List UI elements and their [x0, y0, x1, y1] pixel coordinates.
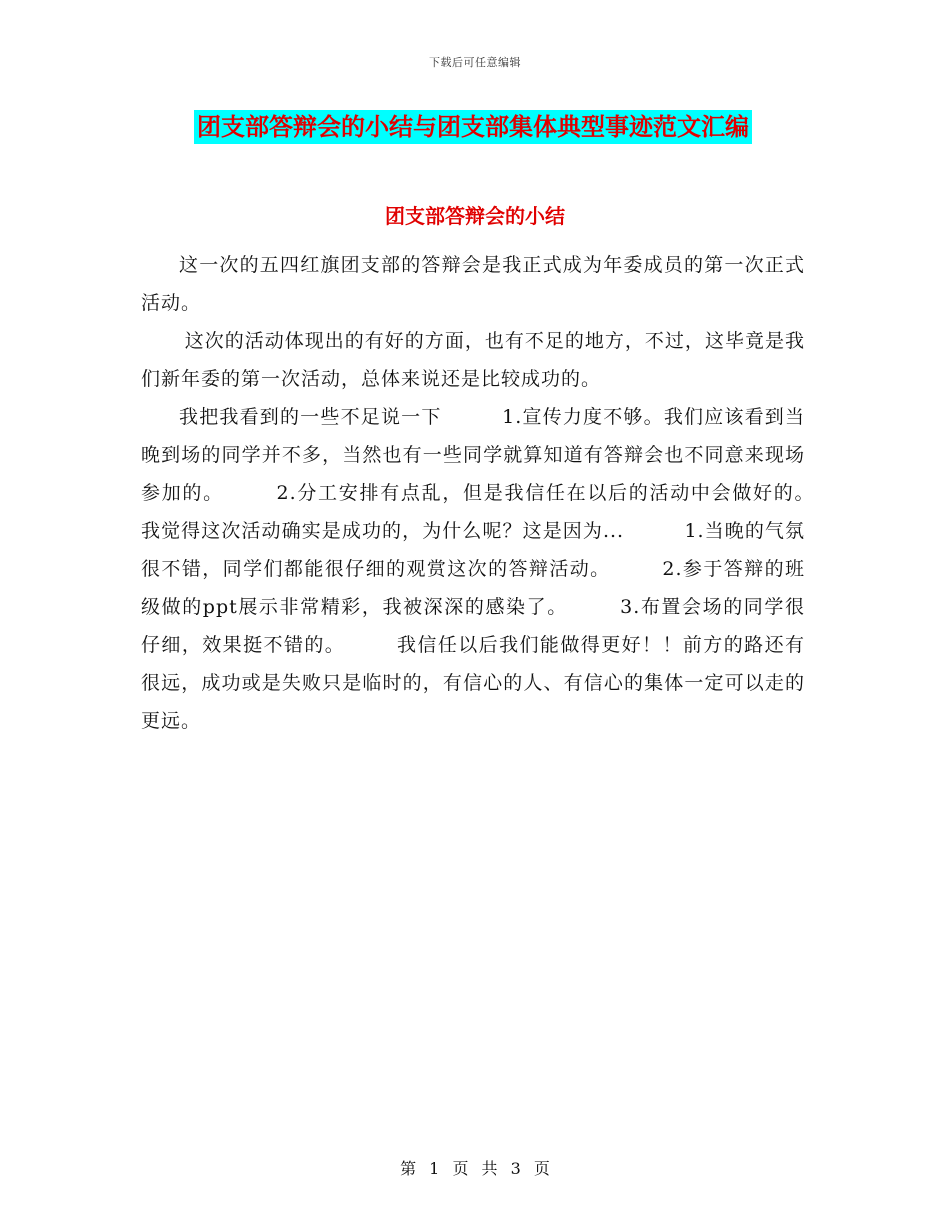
paragraph-2: 这次的活动体现出的有好的方面，也有不足的地方，不过，这毕竟是我们新年委的第一次活动，总体来说还是比较成功的。 [141, 330, 805, 390]
page-number: 第 1 页 共 3 页 [400, 1159, 550, 1178]
document-body [141, 246, 866, 740]
section-title: 团支部答辩会的小结 [385, 204, 565, 228]
paragraph-3: 我把我看到的一些不足说一下 1.宣传力度不够。我们应该看到当晚到场的同学并不多，当然也有一些同学就算知道有答辩会也不同意来现场参加的。 2.分工安排有点乱，但是我信任在以后的活动中会做好的。 我觉得这次活动确实是成功的，为什么呢？这是因为... 1.当晚的气氛很不错，同学们都能很仔细的观赏这次的答辩活动。 2.参于答辩的班级做的ppt展示非常精彩，我被深深的感染了。 3.布置会场的同学很仔细，效果挺不错的。 我信任以后我们能做得更好！！前方的路还有很远，成功或是失败只是临时的，有信心的人、有信心的集体一定可以走的更远。 [141, 406, 866, 732]
document-main-title: 团支部答辩会的小结与团支部集体典型事迹范文汇编 [194, 110, 752, 144]
header-note: 下载后可任意编辑 [429, 56, 521, 69]
paragraph-1: 这一次的五四红旗团支部的答辩会是我正式成为年委成员的第一次正式活动。 [141, 254, 805, 314]
